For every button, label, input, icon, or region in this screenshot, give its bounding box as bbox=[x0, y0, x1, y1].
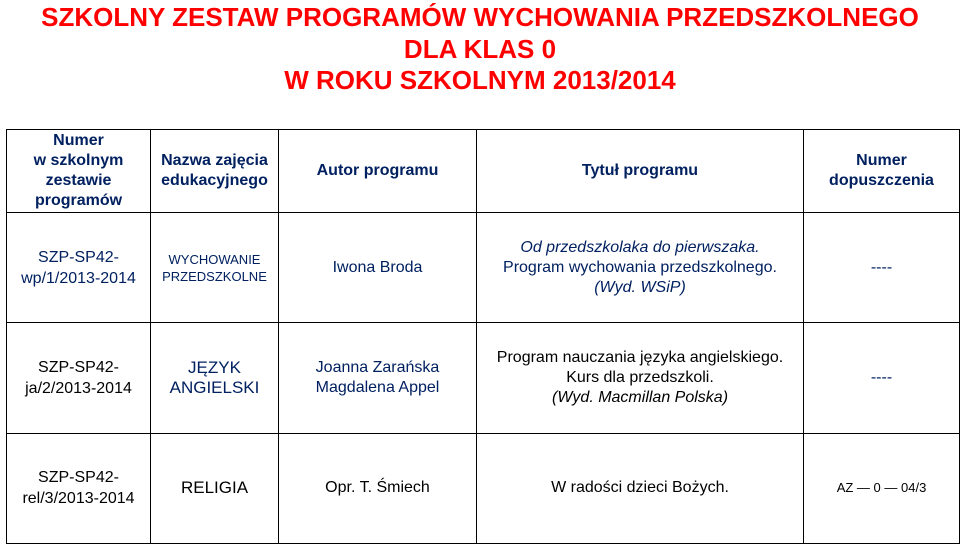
document-title bbox=[0, 2, 960, 97]
author-cell: Opr. T. Śmiech bbox=[279, 433, 477, 543]
title-line-3: W ROKU SZKOLNYM 2013/2014 bbox=[284, 65, 676, 95]
title-line-2: DLA KLAS 0 bbox=[403, 33, 557, 64]
subject-cell: JĘZYK ANGIELSKI bbox=[151, 323, 279, 433]
table-row bbox=[7, 433, 960, 543]
program-code-cell: SZP-SP42- ja/2/2013-2014 bbox=[7, 323, 151, 433]
table-row bbox=[7, 213, 960, 323]
programs-table bbox=[6, 129, 960, 544]
author-cell: Iwona Broda bbox=[279, 213, 477, 323]
program-code-cell: SZP-SP42- rel/3/2013-2014 bbox=[7, 433, 151, 543]
program-title-cell: Program nauczania języka angielskiego. Kurs dla przedszkoli. (Wyd. Macmillan Polska) bbox=[477, 323, 804, 433]
subject-cell: RELIGIA bbox=[151, 433, 279, 543]
header-number: Numer w szkolnym zestawie programów bbox=[7, 130, 151, 213]
program-code-cell: SZP-SP42- wp/1/2013-2014 bbox=[7, 213, 151, 323]
approval-number-cell: ---- bbox=[804, 213, 960, 323]
header-approval-number: Numer dopuszczenia bbox=[804, 130, 960, 213]
table-row bbox=[7, 323, 960, 433]
table-header-row bbox=[7, 130, 960, 213]
program-title-cell: Od przedszkolaka do pierwszaka. Program wychowania przedszkolnego. (Wyd. WSiP) bbox=[477, 213, 804, 323]
approval-number-cell: AZ — 0 — 04/3 bbox=[804, 433, 960, 543]
program-title-cell: W radości dzieci Bożych. bbox=[477, 433, 804, 543]
subject-cell: WYCHOWANIE PRZEDSZKOLNE bbox=[151, 213, 279, 323]
header-program-title: Tytuł programu bbox=[477, 130, 804, 213]
author-cell: Joanna Zarańska Magdalena Appel bbox=[279, 323, 477, 433]
header-author: Autor programu bbox=[279, 130, 477, 213]
title-line-1: SZKOLNY ZESTAW PROGRAMÓW WYCHOWANIA PRZEDSZKOLNEGO bbox=[41, 2, 919, 32]
approval-number-cell: ---- bbox=[804, 323, 960, 433]
header-subject: Nazwa zajęcia edukacyjnego bbox=[151, 130, 279, 213]
